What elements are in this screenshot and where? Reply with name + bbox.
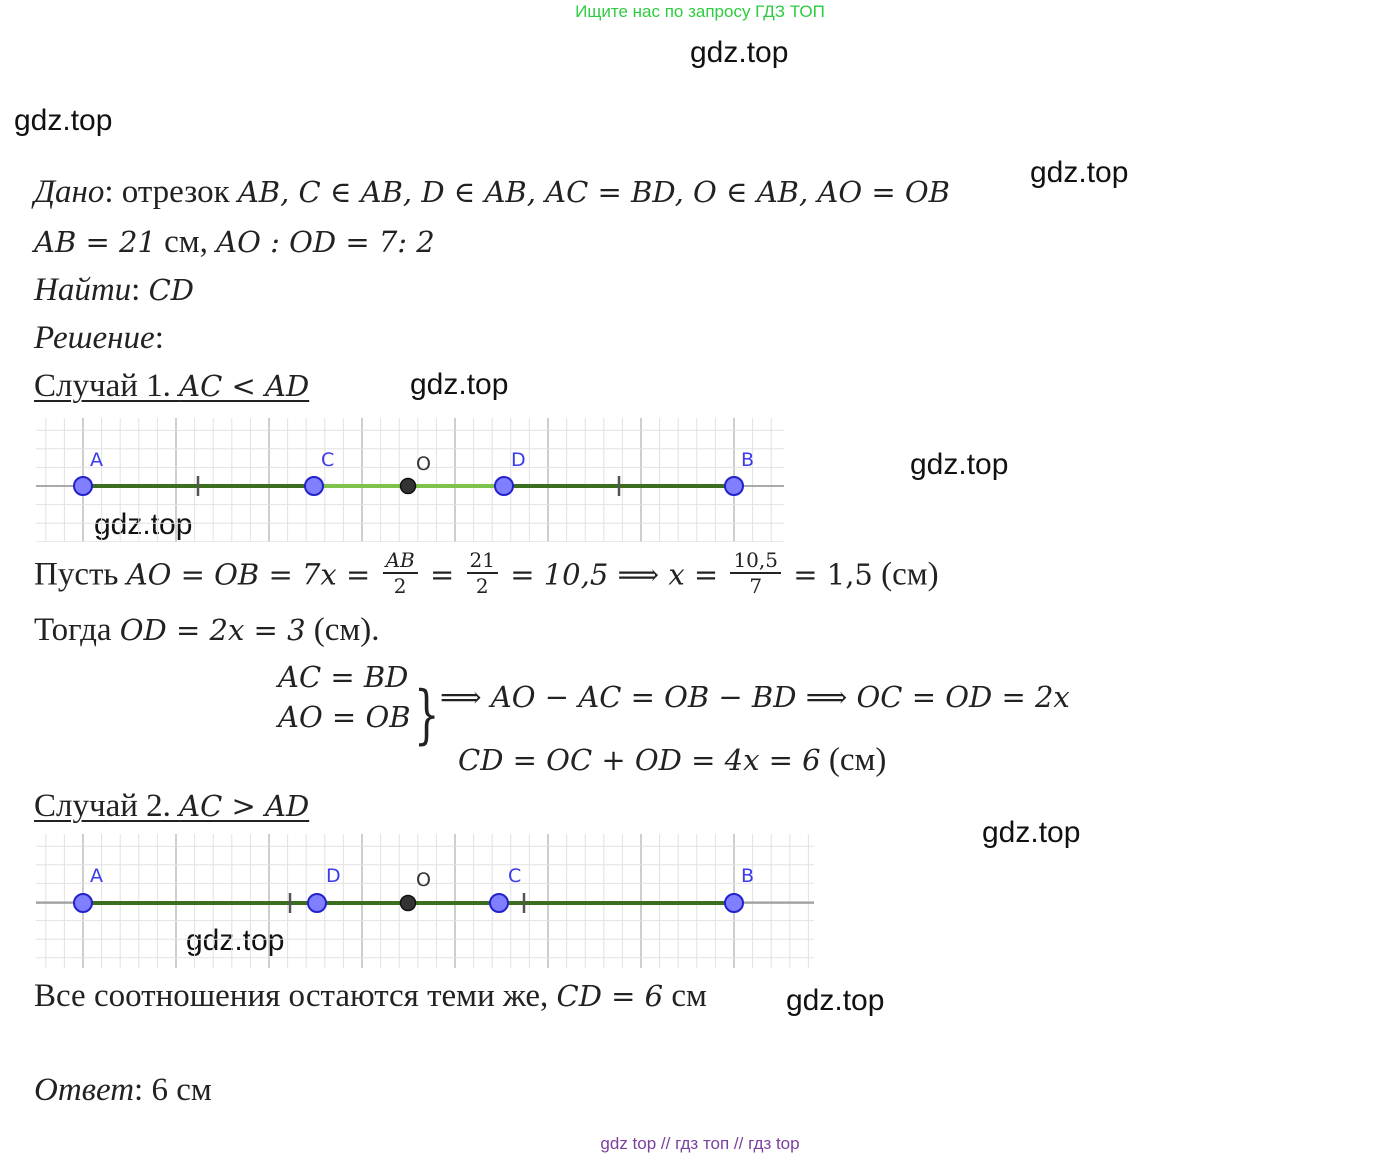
system-line-1: AC = BD	[278, 660, 409, 694]
watermark: gdz.top	[910, 448, 1009, 481]
label-a: A	[90, 449, 103, 471]
given-ab: AB = 21	[34, 225, 156, 259]
watermark: gdz.top	[786, 984, 885, 1017]
fraction-21-2	[467, 548, 498, 598]
solution-line	[34, 320, 164, 357]
watermark: gdz.top	[186, 924, 285, 957]
given-ratio: AO : OD = 7: 2	[216, 225, 435, 259]
label-d: D	[326, 865, 341, 887]
answer-value: : 6 см	[134, 1072, 212, 1108]
point-o	[401, 479, 416, 494]
conclusion-line	[34, 978, 707, 1015]
cd-unit: (см)	[820, 742, 887, 778]
answer-label: Ответ	[34, 1072, 135, 1108]
conclusion-text: Все соотношения остаются теми же,	[34, 978, 557, 1014]
case1-diagram	[36, 418, 796, 542]
watermark: gdz.top	[94, 508, 193, 541]
frac-num: 10,5	[730, 548, 781, 574]
system-brace: }	[414, 678, 440, 752]
point-c	[490, 894, 508, 912]
given-label: Дано	[34, 174, 105, 210]
solution-colon: :	[154, 320, 164, 356]
then-word: Тогда	[34, 612, 120, 648]
case1-title-text: Случай 1.	[34, 368, 180, 404]
find-label: Найти	[34, 272, 132, 308]
point-d	[495, 477, 513, 495]
given-math: AB, C ∈ AB, D ∈ AB, AC = BD, O ∈ AB, AO = OB	[237, 175, 950, 209]
case1-title-math: AC < AD	[179, 369, 310, 403]
footer: gdz top // гдз топ // гдз top	[600, 1134, 800, 1153]
point-c	[305, 477, 323, 495]
watermark: gdz.top	[982, 816, 1081, 849]
label-o: O	[416, 453, 431, 475]
label-c: C	[508, 865, 522, 887]
fraction-ab-2	[383, 548, 418, 598]
let-eq2: = 10,5 ⟹ x =	[510, 557, 719, 592]
label-o: O	[416, 869, 431, 891]
then-line	[34, 612, 380, 649]
then-eq: OD = 2x = 3	[119, 613, 306, 647]
case2-title	[34, 788, 309, 825]
frac-num: 21	[467, 548, 498, 574]
label-a: A	[90, 865, 103, 887]
cd-eq: CD = OC + OD = 4x = 6	[458, 743, 821, 777]
case1-title	[34, 368, 309, 405]
frac-den: 7	[749, 574, 763, 598]
cd-line	[458, 742, 886, 779]
fraction-105-7	[730, 548, 781, 598]
case2-title-math: AC > AD	[179, 789, 310, 823]
system-line-2: AO = OB	[278, 700, 411, 734]
point-b	[725, 894, 743, 912]
let-eq3: = 1,5	[793, 557, 873, 592]
watermark: gdz.top	[1030, 156, 1129, 189]
frac-den: 2	[393, 574, 407, 598]
frac-num: AB	[383, 548, 418, 574]
point-b	[725, 477, 743, 495]
label-d: D	[511, 449, 526, 471]
watermark: gdz.top	[410, 368, 509, 401]
conclusion-unit: см	[663, 978, 707, 1014]
label-b: B	[741, 449, 755, 471]
find-value: CD	[148, 273, 195, 307]
let-line: Пусть AO = OB = 7x = $\frac{AB}{2}$ = $\frac{21}{2}$ = 10,5 ⟹ x = $\frac{10,5}{7}$ = 1,5 (см)	[34, 548, 939, 598]
given-line-2	[34, 224, 435, 261]
given-unit: см,	[155, 224, 208, 260]
let-eq1: AO = OB = 7x =	[126, 557, 371, 592]
solution-label: Решение	[34, 320, 155, 356]
conclusion-math: CD = 6	[556, 979, 664, 1013]
label-c: C	[321, 449, 335, 471]
label-b: B	[741, 865, 755, 887]
point-a	[74, 477, 92, 495]
given-line-1	[34, 174, 950, 211]
implication-line: ⟹ AO − AC = OB − BD ⟹ OC = OD = 2x	[440, 680, 1070, 714]
point-o	[401, 896, 416, 911]
top-banner: Ищите нас по запросу ГДЗ ТОП	[575, 2, 825, 21]
frac-den: 2	[475, 574, 489, 598]
watermark: gdz.top	[690, 36, 789, 69]
given-text: : отрезок	[104, 174, 238, 210]
find-line: Найти: CD	[34, 272, 195, 308]
let-unit: (см)	[872, 556, 939, 593]
answer-line	[34, 1072, 212, 1109]
let-word: Пусть	[34, 556, 127, 593]
point-d	[308, 894, 326, 912]
case2-title-text: Случай 2.	[34, 788, 180, 824]
then-unit: (см).	[305, 612, 380, 648]
case2-diagram	[36, 834, 826, 968]
watermark: gdz.top	[14, 104, 113, 137]
point-a	[74, 894, 92, 912]
